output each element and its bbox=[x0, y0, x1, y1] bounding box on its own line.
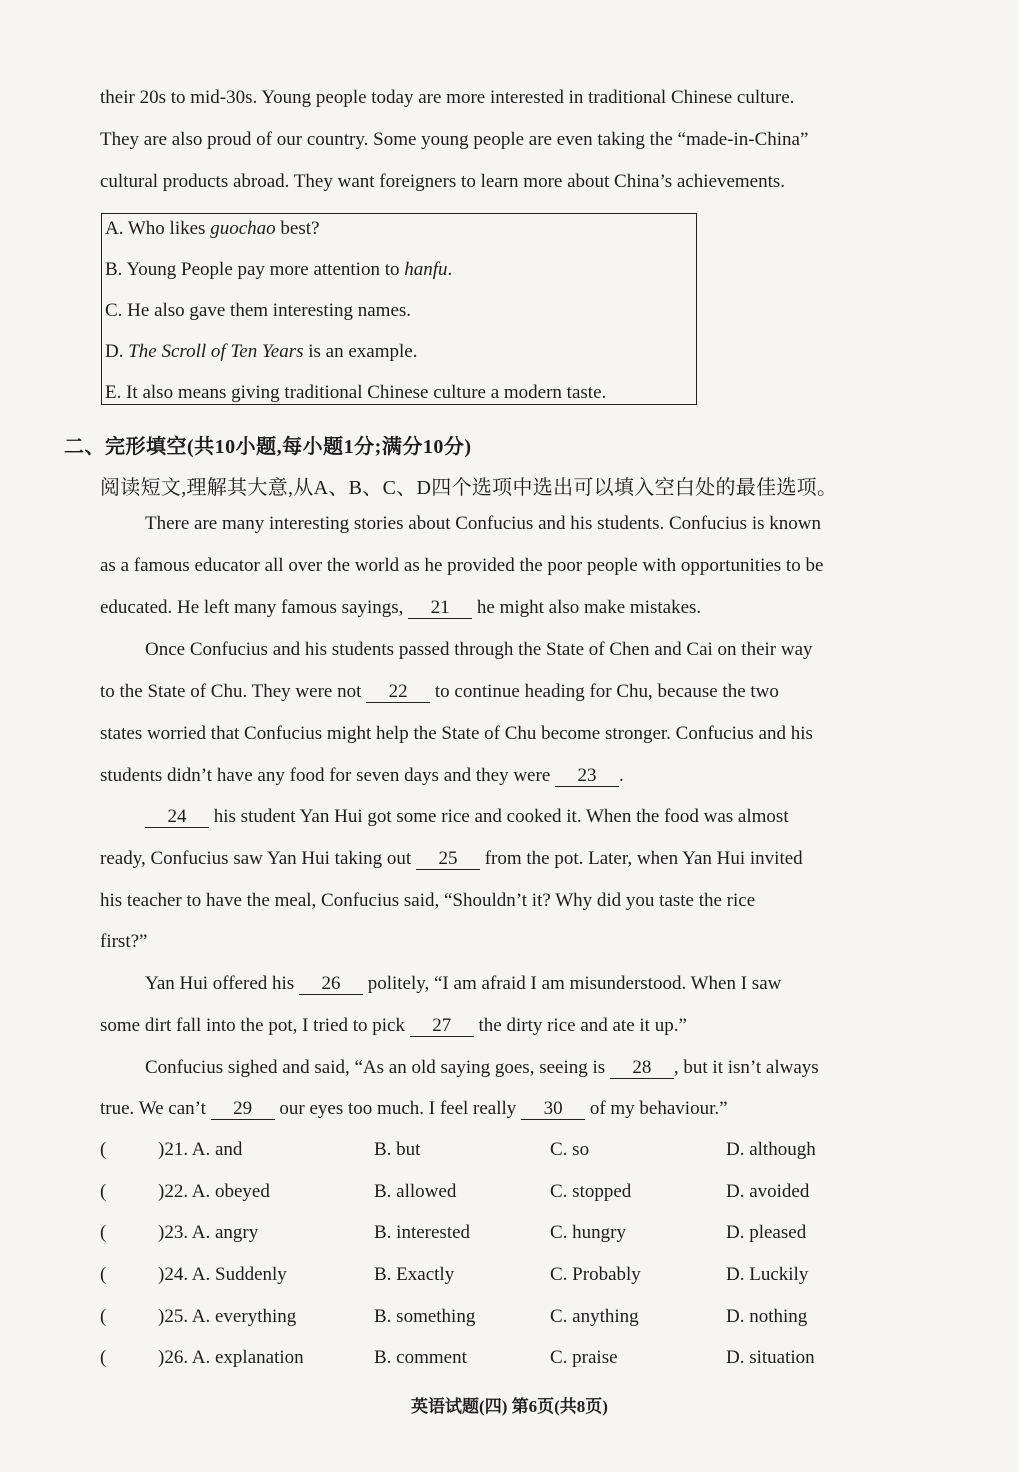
question-row-23 bbox=[100, 1222, 930, 1248]
option-c-label: C. hungry bbox=[550, 1222, 626, 1243]
blank-28: 28 bbox=[610, 1058, 674, 1079]
reading-line-1: their 20s to mid-30s. Young people today are more interested in traditional Chinese culture. bbox=[100, 87, 795, 108]
section-instruction: 阅读短文,理解其大意,从A、B、C、D四个选项中选出可以填入空白处的最佳选项。 bbox=[100, 477, 838, 499]
option-e: E. It also means giving traditional Chinese culture a modern taste. bbox=[105, 382, 607, 403]
option-a: A. Who likes guochao best? bbox=[105, 218, 320, 239]
reading-line-3: cultural products abroad. They want foreigners to learn more about China’s achievements. bbox=[100, 171, 786, 192]
passage-line: first?” bbox=[100, 931, 148, 952]
option-b-label: B. Exactly bbox=[374, 1264, 455, 1285]
passage-line: states worried that Confucius might help the State of Chu become stronger. Confucius and his bbox=[100, 723, 813, 744]
option-d-label: D. Luckily bbox=[726, 1264, 809, 1285]
option-d-label: D. situation bbox=[726, 1347, 815, 1368]
option-c-label: C. Probably bbox=[550, 1264, 641, 1285]
passage-line: 24 his student Yan Hui got some rice and cooked it. When the food was almost bbox=[145, 805, 789, 829]
question-row-24 bbox=[100, 1264, 930, 1290]
question-row-25 bbox=[100, 1306, 930, 1332]
question-row-22 bbox=[100, 1181, 930, 1207]
option-c-label: C. anything bbox=[550, 1306, 639, 1327]
section-title: 二、完形填空(共10小题,每小题1分;满分10分) bbox=[64, 436, 472, 458]
option-c-label: C. so bbox=[550, 1139, 590, 1160]
passage-line: Once Confucius and his students passed through the State of Chen and Cai on their way bbox=[145, 639, 813, 660]
option-b-label: B. something bbox=[374, 1306, 476, 1327]
option-d-label: D. nothing bbox=[726, 1306, 808, 1327]
option-a-label: )24. A. Suddenly bbox=[158, 1264, 287, 1285]
blank-25: 25 bbox=[416, 849, 480, 870]
passage-line: as a famous educator all over the world as he provided the poor people with opportunities to be bbox=[100, 555, 824, 576]
passage-line: ready, Confucius saw Yan Hui taking out 25 from the pot. Later, when Yan Hui invited bbox=[100, 848, 803, 869]
answer-paren[interactable]: ( bbox=[100, 1222, 107, 1243]
option-a-label: )22. A. obeyed bbox=[158, 1181, 270, 1202]
question-row-21 bbox=[100, 1139, 930, 1165]
answer-paren[interactable]: ( bbox=[100, 1264, 107, 1285]
blank-21: 21 bbox=[408, 598, 472, 619]
passage-line: educated. He left many famous sayings, 21 he might also make mistakes. bbox=[100, 597, 702, 618]
answer-paren[interactable]: ( bbox=[100, 1181, 107, 1202]
question-row-26 bbox=[100, 1347, 930, 1373]
option-b-label: B. but bbox=[374, 1139, 421, 1160]
option-d-label: D. pleased bbox=[726, 1222, 807, 1243]
option-d: D. The Scroll of Ten Years is an example. bbox=[105, 341, 418, 362]
option-c: C. He also gave them interesting names. bbox=[105, 300, 412, 321]
option-d-label: D. avoided bbox=[726, 1181, 810, 1202]
passage-line: true. We can’t 29 our eyes too much. I feel really 30 of my behaviour.” bbox=[100, 1098, 728, 1119]
blank-30: 30 bbox=[521, 1099, 585, 1120]
option-d-label: D. although bbox=[726, 1139, 816, 1160]
blank-23: 23 bbox=[555, 766, 619, 787]
option-b-label: B. comment bbox=[374, 1347, 467, 1368]
option-b: B. Young People pay more attention to hanfu. bbox=[105, 259, 453, 280]
passage-line: some dirt fall into the pot, I tried to pick 27 the dirty rice and ate it up.” bbox=[100, 1015, 687, 1036]
option-c-label: C. stopped bbox=[550, 1181, 632, 1202]
option-a-label: )21. A. and bbox=[158, 1139, 243, 1160]
blank-22: 22 bbox=[366, 682, 430, 703]
option-a-label: )23. A. angry bbox=[158, 1222, 259, 1243]
blank-27: 27 bbox=[410, 1016, 474, 1037]
answer-paren[interactable]: ( bbox=[100, 1139, 107, 1160]
blank-26: 26 bbox=[299, 974, 363, 995]
passage-line: to the State of Chu. They were not 22 to continue heading for Chu, because the two bbox=[100, 681, 779, 702]
option-c-label: C. praise bbox=[550, 1347, 618, 1368]
passage-line: his teacher to have the meal, Confucius said, “Shouldn’t it? Why did you taste the rice bbox=[100, 890, 756, 911]
option-b-label: B. interested bbox=[374, 1222, 471, 1243]
reading-line-2: They are also proud of our country. Some young people are even taking the “made-in-China” bbox=[100, 129, 809, 150]
passage-line: Yan Hui offered his 26 politely, “I am afraid I am misunderstood. When I saw bbox=[145, 973, 782, 994]
page-footer: 英语试题(四) 第6页(共8页) bbox=[411, 1397, 608, 1416]
option-b-label: B. allowed bbox=[374, 1181, 457, 1202]
blank-29: 29 bbox=[211, 1099, 275, 1120]
passage-line: There are many interesting stories about Confucius and his students. Confucius is known bbox=[145, 513, 821, 534]
passage-line: students didn’t have any food for seven days and they were 23 . bbox=[100, 765, 624, 786]
sentence-options-box bbox=[101, 213, 697, 405]
passage-line: Confucius sighed and said, “As an old saying goes, seeing is 28 , but it isn’t always bbox=[145, 1057, 819, 1078]
blank-24: 24 bbox=[145, 807, 209, 828]
option-a-label: )25. A. everything bbox=[158, 1306, 297, 1327]
option-a-label: )26. A. explanation bbox=[158, 1347, 304, 1368]
answer-paren[interactable]: ( bbox=[100, 1347, 107, 1368]
answer-paren[interactable]: ( bbox=[100, 1306, 107, 1327]
